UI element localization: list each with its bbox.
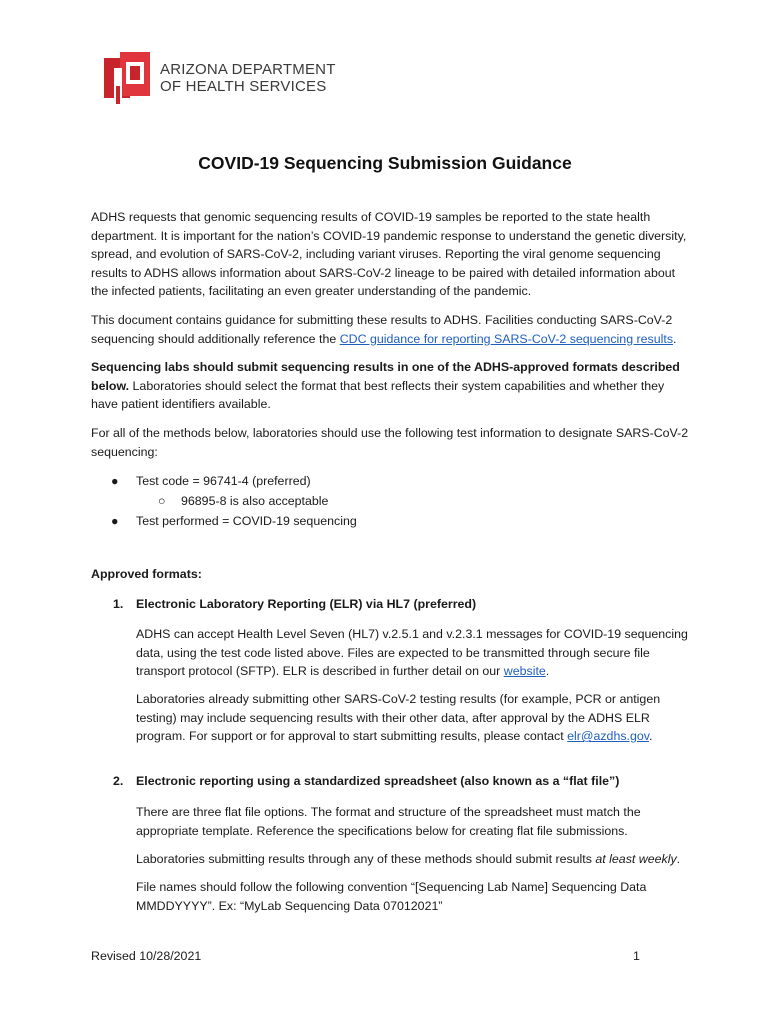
org-name-line2: OF HEALTH SERVICES	[160, 78, 327, 95]
list-item	[111, 471, 357, 491]
format-1-paragraph-1	[136, 625, 696, 681]
list-item	[111, 511, 357, 531]
formats-bold-text: Sequencing labs should submit sequencing results in one of the ADHS-approved formats described below.	[91, 360, 680, 393]
format-2-p2-text: Laboratories submitting results through any of these methods should submit results	[136, 852, 596, 866]
adhs-logo	[104, 52, 336, 104]
formats-paragraph	[91, 358, 691, 414]
bullet-ring-icon: ○	[158, 494, 166, 508]
website-link[interactable]: website	[503, 664, 546, 679]
format-2-number: 2.	[113, 774, 124, 788]
page-number: 1	[633, 949, 640, 963]
format-2-p3-text: File names should follow the following convention “[Sequencing Lab Name] Sequencing Data MMDDYYYY”. Ex: “MyLab Sequencing Data 07012021”	[136, 880, 647, 913]
format-1-p2-text: Laboratories already submitting other SARS-CoV-2 testing results (for example, PCR or antigen testing) may include sequencing results with their other data, after approval by the ADHS ELR program. For support or for approval to start submitting results, please contact	[136, 692, 661, 744]
test-code-text: Test code = 96741-4 (preferred)	[136, 474, 311, 488]
format-2-p1-text: There are three flat file options. The format and structure of the spreadsheet must match the appropriate template. Reference the specifications below for creating flat file submissions.	[136, 805, 641, 838]
cdc-guidance-link[interactable]: CDC guidance for reporting SARS-CoV-2 sequencing results	[339, 331, 674, 346]
revised-date: Revised 10/28/2021	[91, 949, 202, 963]
format-1-paragraph-2	[136, 690, 696, 746]
org-name	[160, 61, 336, 95]
bullet-dot-icon: ●	[111, 474, 119, 488]
guidance-text: This document contains guidance for submitting these results to ADHS. Facilities conducting SARS-CoV-2 sequencing should additionally reference the	[91, 313, 673, 346]
format-2-p2-italic: at least weekly	[595, 852, 677, 866]
approved-formats-heading: Approved formats:	[91, 567, 202, 581]
format-1-heading	[113, 597, 476, 611]
format-2-paragraph-1	[136, 803, 696, 840]
format-2-paragraph-3	[136, 878, 696, 915]
list-item	[111, 491, 357, 511]
formats-text: Laboratories should select the format that best reflects their system capabilities and whether they have patient identifiers available.	[91, 378, 665, 412]
format-2-p2-end: .	[676, 852, 681, 866]
intro-paragraph	[91, 208, 691, 301]
format-2-paragraph-2	[136, 850, 696, 869]
guidance-paragraph	[91, 311, 691, 348]
format-1-title: Electronic Laboratory Reporting (ELR) via HL7 (preferred)	[136, 597, 477, 611]
format-1-p1-end: .	[545, 664, 550, 679]
bullet-dot-icon: ●	[111, 514, 119, 528]
methods-paragraph	[91, 424, 691, 461]
adhs-logo-mark-icon	[104, 52, 154, 104]
methods-text: For all of the methods below, laboratories should use the following test information to designate SARS-CoV-2 sequencing:	[91, 426, 689, 459]
alt-code-text: 96895-8 is also acceptable	[181, 494, 329, 508]
test-info-list	[111, 471, 357, 531]
format-1-p1-text: ADHS can accept Health Level Seven (HL7) v.2.5.1 and v.2.3.1 messages for COVID-19 sequencing data, using the test code listed above. Files are expected to be transmitted through secure file transport protocol (SFTP). ELR is described in further detail on our	[136, 627, 688, 679]
format-2-heading	[113, 774, 619, 788]
intro-text: ADHS requests that genomic sequencing results of COVID-19 samples be reported to the state health department. It is important for the nation’s COVID-19 pandemic response to understand the genetic diversity, spread, and evolution of SARS-CoV-2, including variant viruses. Reporting the viral genome sequencing results to ADHS allows information about SARS-CoV-2 lineage to be paired with detailed information about the infected patients, facilitating an even greater understanding of the pandemic.	[91, 210, 687, 299]
org-name-line1: ARIZONA DEPARTMENT	[160, 61, 336, 78]
format-1-number: 1.	[113, 597, 124, 611]
format-2-title: Electronic reporting using a standardized spreadsheet (also known as a “flat file”)	[136, 774, 620, 788]
format-1-p2-end: .	[649, 729, 653, 744]
test-performed-text: Test performed = COVID-19 sequencing	[136, 514, 357, 528]
guidance-end: .	[673, 331, 677, 346]
page-title: COVID-19 Sequencing Submission Guidance	[198, 153, 572, 173]
elr-email-link[interactable]: elr@azdhs.gov	[567, 729, 650, 744]
